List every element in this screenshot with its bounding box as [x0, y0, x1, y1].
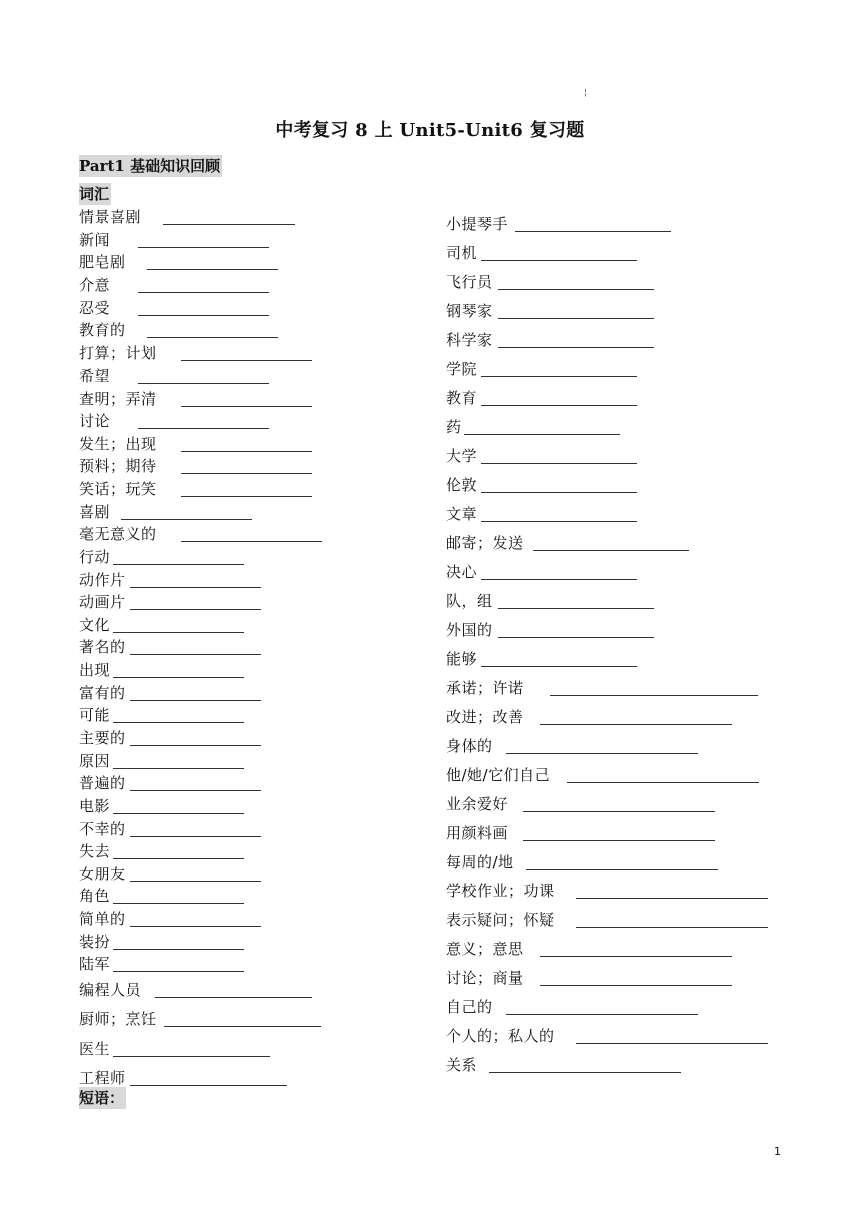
vocab-label: 普遍的: [79, 774, 126, 792]
vocab-label: 笑话；玩笑: [79, 480, 157, 498]
page-title: 中考复习 8 上 Unit5-Unit6 复习题: [275, 120, 585, 141]
vocab-item: [446, 504, 477, 524]
vocab-item: [446, 852, 514, 872]
vocab-label: 工程师: [79, 1069, 126, 1087]
vocab-item: [446, 475, 477, 495]
answer-blank[interactable]: [481, 478, 637, 493]
vocab-label: 电影: [79, 797, 111, 815]
answer-blank[interactable]: [163, 210, 295, 225]
vocab-item: [79, 298, 110, 318]
answer-blank[interactable]: [576, 913, 768, 928]
vocab-item: [79, 705, 110, 725]
page-number: 1: [774, 1145, 781, 1158]
answer-blank[interactable]: [130, 1071, 287, 1086]
vocab-item: [446, 1026, 555, 1046]
vocab-label: 发生；出现: [79, 435, 157, 453]
answer-blank[interactable]: [138, 301, 269, 316]
vocab-label: 女朋友: [79, 865, 126, 883]
answer-blank[interactable]: [113, 708, 244, 723]
vocab-item: [446, 359, 477, 379]
vocab-label: 简单的: [79, 910, 126, 928]
answer-blank[interactable]: [113, 618, 244, 633]
vocab-item: [79, 886, 110, 906]
vocab-label: 文章: [446, 505, 478, 523]
answer-blank[interactable]: [138, 369, 269, 384]
answer-blank[interactable]: [526, 855, 718, 870]
answer-blank[interactable]: [130, 573, 261, 588]
answer-blank[interactable]: [498, 594, 654, 609]
vocab-item: [79, 932, 110, 952]
vocab-item: [79, 841, 110, 861]
vocab-item: [79, 389, 157, 409]
answer-blank[interactable]: [113, 935, 244, 950]
answer-blank[interactable]: [523, 797, 715, 812]
answer-blank[interactable]: [130, 731, 261, 746]
vocab-item: [79, 275, 110, 295]
vocab-item: [79, 954, 110, 974]
vocab-item: [446, 968, 524, 988]
vocab-label: 打算；计划: [79, 344, 157, 362]
section-heading: Part1 基础知识回顾: [79, 157, 221, 175]
vocab-item: [79, 637, 126, 657]
answer-blank[interactable]: [113, 799, 244, 814]
answer-blank[interactable]: [181, 482, 312, 497]
answer-blank[interactable]: [540, 710, 732, 725]
phrase-heading: 短语：: [79, 1089, 125, 1107]
vocab-label: 外国的: [446, 621, 493, 639]
answer-blank[interactable]: [550, 681, 758, 696]
vocab-label: 介意: [79, 276, 111, 294]
vocab-item: [79, 252, 126, 272]
vocab-label: 失去: [79, 842, 111, 860]
vocab-item: [79, 592, 126, 612]
vocab-item: [446, 562, 477, 582]
vocab-label: 用颜料画: [446, 824, 509, 842]
answer-blank[interactable]: [576, 1029, 768, 1044]
vocab-label: 毫无意义的: [79, 525, 157, 543]
vocab-item: [446, 649, 477, 669]
answer-blank[interactable]: [498, 304, 654, 319]
answer-blank[interactable]: [113, 889, 244, 904]
vocab-label: 每周的/地: [446, 853, 514, 871]
vocab-label: 陆军: [79, 955, 111, 973]
vocab-item: [446, 388, 477, 408]
vocab-item: [446, 591, 493, 611]
vocab-label: 著名的: [79, 638, 126, 656]
vocab-label: 原因: [79, 752, 111, 770]
answer-blank[interactable]: [181, 346, 312, 361]
vocab-item: [446, 533, 524, 553]
vocab-label: 不幸的: [79, 820, 126, 838]
vocab-label: 飞行员: [446, 273, 493, 291]
answer-blank[interactable]: [130, 640, 261, 655]
vocab-label: 司机: [446, 244, 478, 262]
vocab-label: 文化: [79, 616, 111, 634]
vocab-label: 讨论: [79, 412, 111, 430]
answer-blank[interactable]: [113, 957, 244, 972]
vocab-label: 邮寄；发送: [446, 534, 524, 552]
answer-blank[interactable]: [481, 507, 637, 522]
vocab-item: [79, 524, 157, 544]
answer-blank[interactable]: [138, 233, 269, 248]
vocab-label: 自己的: [446, 998, 493, 1016]
vocab-label: 教育的: [79, 321, 126, 339]
vocab-item: [79, 751, 110, 771]
vocab-label: 表示疑问；怀疑: [446, 911, 555, 929]
vocab-item: [79, 207, 141, 227]
answer-blank[interactable]: [464, 420, 620, 435]
vocab-item: [79, 570, 126, 590]
vocab-item: [446, 446, 477, 466]
answer-blank[interactable]: [481, 362, 637, 377]
vocab-item: [79, 1009, 157, 1029]
answer-blank[interactable]: [498, 275, 654, 290]
vocab-label: 富有的: [79, 684, 126, 702]
answer-blank[interactable]: [481, 449, 637, 464]
vocab-item: [79, 547, 110, 567]
answer-blank[interactable]: [113, 550, 244, 565]
answer-blank[interactable]: [113, 754, 244, 769]
vocab-item: [446, 823, 508, 843]
vocab-label: 喜剧: [79, 503, 111, 521]
answer-blank[interactable]: [138, 278, 269, 293]
vocab-label: 可能: [79, 706, 111, 724]
answer-blank[interactable]: [113, 663, 244, 678]
answer-blank[interactable]: [498, 623, 654, 638]
vocab-item: [79, 230, 110, 250]
vocab-label: 厨师；烹饪: [79, 1010, 157, 1028]
answer-blank[interactable]: [506, 739, 698, 754]
vocab-item: [446, 765, 550, 785]
vocab-label: 学院: [446, 360, 478, 378]
vocab-item: [79, 1068, 126, 1088]
answer-blank[interactable]: [121, 505, 252, 520]
vocab-item: [446, 620, 493, 640]
answer-blank[interactable]: [498, 333, 654, 348]
answer-blank[interactable]: [481, 652, 637, 667]
answer-blank[interactable]: [506, 1000, 698, 1015]
vocab-item: [446, 330, 493, 350]
answer-blank[interactable]: [155, 983, 312, 998]
vocab-item: [446, 417, 462, 437]
answer-blank[interactable]: [181, 459, 312, 474]
vocab-item: [446, 736, 493, 756]
vocab-item: [79, 411, 110, 431]
vocab-label: 教育: [446, 389, 478, 407]
answer-blank[interactable]: [567, 768, 759, 783]
vocab-label: 意义；意思: [446, 940, 524, 958]
vocab-label: 个人的；私人的: [446, 1027, 555, 1045]
vocab-item: [79, 660, 110, 680]
vocab-label: 小提琴手: [446, 215, 509, 233]
vocab-item: [79, 864, 126, 884]
vocab-label: 装扮: [79, 933, 111, 951]
vocab-label: 能够: [446, 650, 478, 668]
answer-blank[interactable]: [515, 217, 671, 232]
vocab-label: 讨论；商量: [446, 969, 524, 987]
vocab-item: [446, 214, 508, 234]
vocab-item: [79, 456, 157, 476]
answer-blank[interactable]: [130, 776, 261, 791]
answer-blank[interactable]: [181, 437, 312, 452]
vocab-label: 医生: [79, 1040, 111, 1058]
vocab-label: 承诺；许诺: [446, 679, 524, 697]
vocab-item: [446, 997, 493, 1017]
answer-blank[interactable]: [181, 527, 322, 542]
vocab-item: [79, 1039, 110, 1059]
vocab-item: [79, 434, 157, 454]
vocab-item: [79, 502, 110, 522]
vocab-item: [79, 796, 110, 816]
vocab-heading: 词汇: [79, 185, 110, 203]
vocab-label: 伦敦: [446, 476, 478, 494]
vocab-label: 关系: [446, 1056, 478, 1074]
answer-blank[interactable]: [489, 1058, 681, 1073]
vocab-item: [446, 1055, 477, 1075]
answer-blank[interactable]: [130, 822, 261, 837]
vocab-item: [446, 272, 493, 292]
vocab-label: 角色: [79, 887, 111, 905]
answer-blank[interactable]: [113, 844, 244, 859]
vocab-label: 肥皂剧: [79, 253, 126, 271]
vocab-item: [446, 678, 524, 698]
vocab-label: 业余爱好: [446, 795, 509, 813]
vocab-label: 情景喜剧: [79, 208, 142, 226]
vocab-item: [446, 707, 524, 727]
answer-blank[interactable]: [113, 1042, 270, 1057]
vocab-label: 主要的: [79, 729, 126, 747]
answer-blank[interactable]: [130, 595, 261, 610]
answer-blank[interactable]: [181, 392, 312, 407]
answer-blank[interactable]: [481, 565, 637, 580]
vocab-label: 身体的: [446, 737, 493, 755]
vocab-item: [79, 366, 110, 386]
vocab-item: [79, 320, 126, 340]
vocab-item: [79, 728, 126, 748]
vocab-label: 药: [446, 418, 462, 436]
vocab-label: 编程人员: [79, 981, 142, 999]
vocab-item: [446, 794, 508, 814]
vocab-label: 决心: [446, 563, 478, 581]
vocab-label: 动作片: [79, 571, 126, 589]
corner-mark: ¦: [584, 88, 588, 98]
vocab-label: 大学: [446, 447, 478, 465]
vocab-label: 改进；改善: [446, 708, 524, 726]
answer-blank[interactable]: [540, 942, 732, 957]
vocab-label: 预料；期待: [79, 457, 157, 475]
vocab-item: [446, 881, 555, 901]
answer-blank[interactable]: [164, 1012, 321, 1027]
vocab-label: 新闻: [79, 231, 111, 249]
answer-blank[interactable]: [130, 867, 261, 882]
answer-blank[interactable]: [147, 255, 278, 270]
answer-blank[interactable]: [523, 826, 715, 841]
vocab-item: [446, 301, 493, 321]
answer-blank[interactable]: [147, 323, 278, 338]
vocab-item: [79, 980, 141, 1000]
answer-blank[interactable]: [130, 912, 261, 927]
answer-blank[interactable]: [533, 536, 689, 551]
vocab-item: [446, 910, 555, 930]
vocab-label: 科学家: [446, 331, 493, 349]
vocab-item: [79, 343, 157, 363]
vocab-label: 希望: [79, 367, 111, 385]
vocab-item: [79, 819, 126, 839]
vocab-label: 查明；弄清: [79, 390, 157, 408]
answer-blank[interactable]: [540, 971, 732, 986]
vocab-item: [446, 243, 477, 263]
vocab-label: 动画片: [79, 593, 126, 611]
answer-blank[interactable]: [481, 246, 637, 261]
vocab-label: 钢琴家: [446, 302, 493, 320]
vocab-label: 出现: [79, 661, 111, 679]
answer-blank[interactable]: [138, 414, 269, 429]
answer-blank[interactable]: [576, 884, 768, 899]
vocab-label: 队，组: [446, 592, 493, 610]
vocab-item: [446, 939, 524, 959]
answer-blank[interactable]: [130, 686, 261, 701]
vocab-item: [79, 683, 126, 703]
answer-blank[interactable]: [481, 391, 637, 406]
vocab-label: 忍受: [79, 299, 111, 317]
vocab-label: 他/她/它们自己: [446, 766, 551, 784]
vocab-item: [79, 479, 157, 499]
vocab-item: [79, 773, 126, 793]
vocab-item: [79, 615, 110, 635]
vocab-label: 行动: [79, 548, 111, 566]
vocab-item: [79, 909, 126, 929]
vocab-label: 学校作业；功课: [446, 882, 555, 900]
